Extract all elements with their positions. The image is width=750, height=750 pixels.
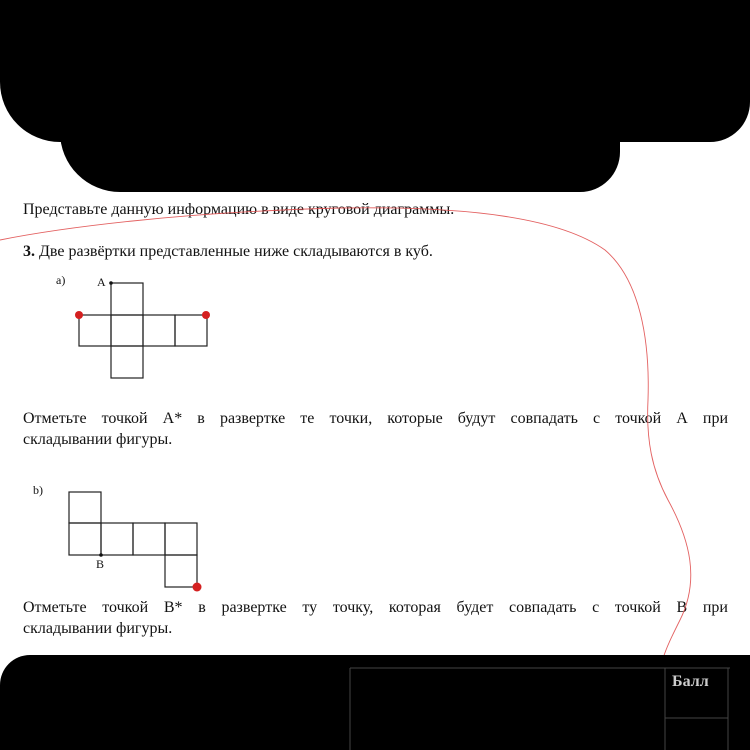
task-intro-text: Представьте данную информацию в виде круговой диаграммы.: [23, 201, 455, 218]
net-a-label: a): [56, 273, 66, 287]
net-a-instruction-line2: складывании фигуры.: [23, 431, 173, 448]
net-b-instruction-line1: Отметьте точкой В* в развертке ту точку, которая будет совпадать с точкой В при: [23, 599, 728, 616]
table-header-ball: Балл: [672, 673, 709, 690]
task3-number: 3.: [23, 243, 35, 260]
net-b-point-label: B: [96, 557, 105, 571]
net-b-instruction-line2: складывании фигуры.: [23, 620, 173, 637]
task3-text: Две развёртки представленные ниже складываются в куб.: [39, 243, 433, 260]
net-a-instruction-line1: Отметьте точкой А* в развертке те точки, которые будут совпадать с точкой А при: [23, 410, 728, 427]
net-b-label: b): [33, 483, 43, 497]
net-a-point-label: A: [97, 275, 106, 289]
